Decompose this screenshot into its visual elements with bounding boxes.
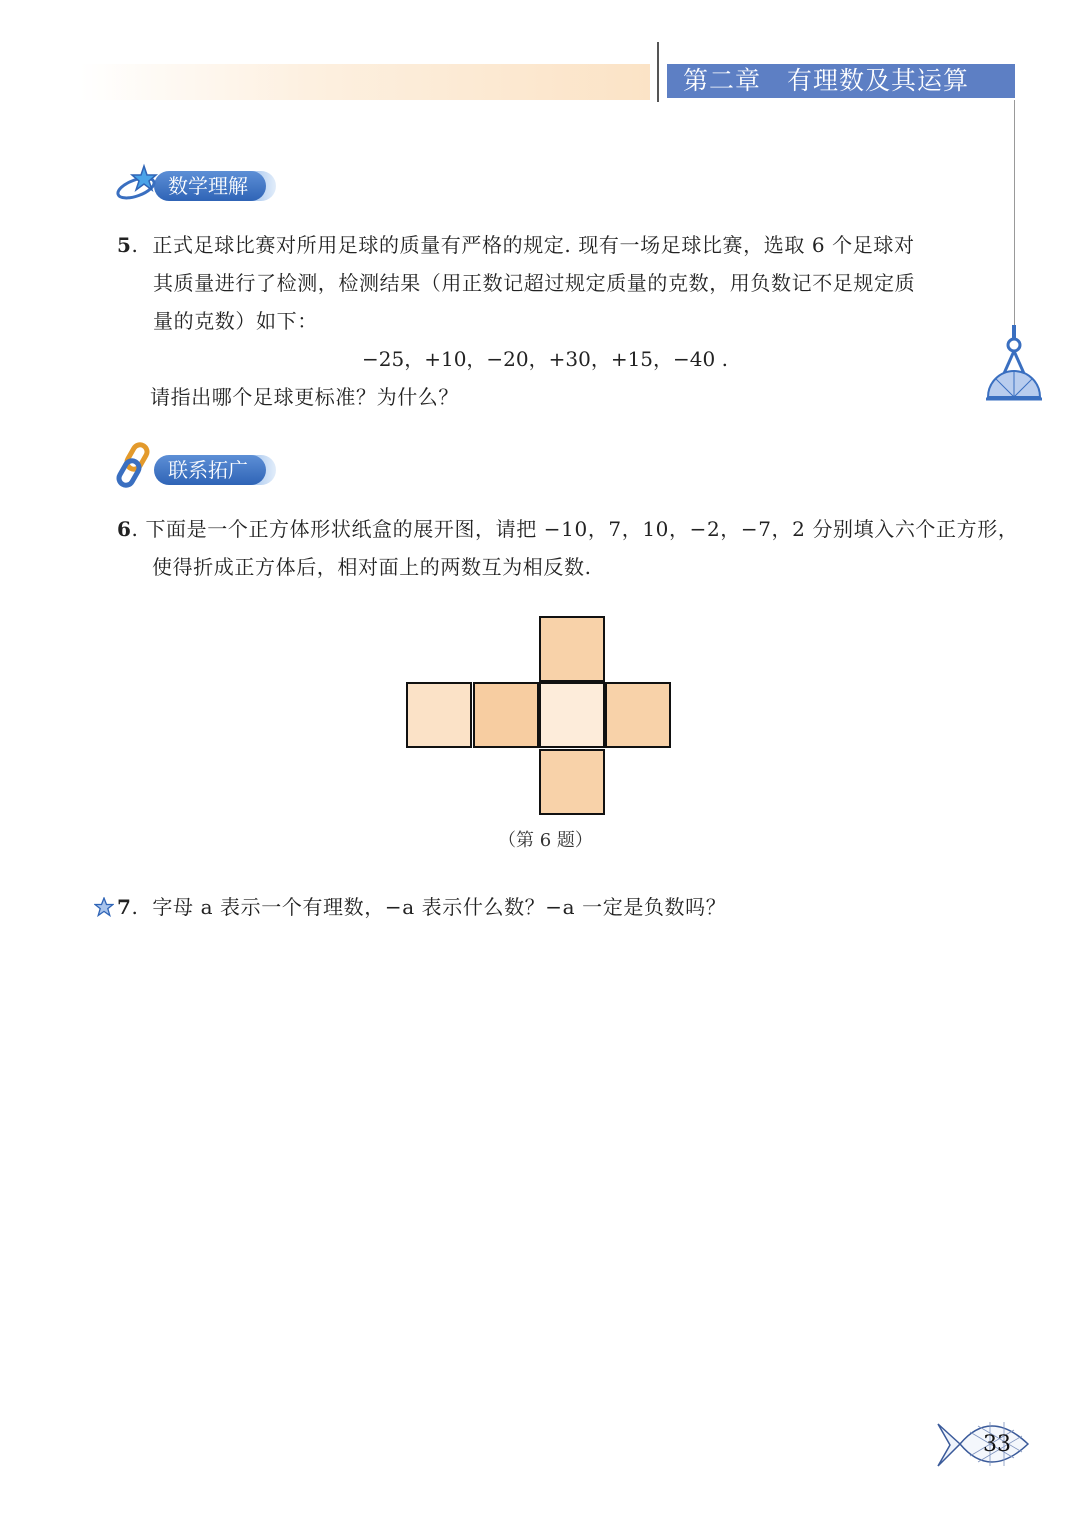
chapter-label: 第二章 bbox=[683, 66, 762, 95]
header-gradient-band bbox=[80, 64, 650, 100]
cube-net-figure bbox=[406, 616, 674, 818]
question-number: 7 bbox=[117, 895, 132, 919]
question-6-line-1: 6. 下面是一个正方体形状纸盒的展开图，请把 −10，7，10，−2，−7，2 分别填入六个正方形， bbox=[117, 517, 1019, 541]
section-badge-extension bbox=[114, 452, 294, 486]
badge-label: 数学理解 bbox=[154, 171, 266, 201]
question-text: 下面是一个正方体形状纸盒的展开图，请把 −10，7，10，−2，−7，2 分别填入六个正方形， bbox=[145, 517, 1019, 541]
question-5-line-2: 其质量进行了检测，检测结果（用正数记超过规定质量的克数，用负数记不足规定质 bbox=[153, 271, 916, 295]
net-square-top bbox=[539, 616, 605, 682]
figure-caption: （第 6 题） bbox=[498, 830, 593, 851]
question-number: 5 bbox=[117, 233, 132, 257]
question-5-ask: 请指出哪个足球更标准？为什么？ bbox=[150, 385, 459, 409]
net-square-bottom bbox=[539, 749, 605, 815]
question-5-line-1: 5. 正式足球比赛对所用足球的质量有严格的规定. 现有一场足球比赛，选取 6 个足球对 bbox=[117, 233, 915, 257]
badge-label: 联系拓广 bbox=[154, 455, 266, 485]
question-7: 7. 字母 a 表示一个有理数，−a 表示什么数？−a 一定是负数吗？ bbox=[117, 895, 727, 919]
page-number-badge bbox=[934, 1414, 1030, 1476]
question-number: 6 bbox=[117, 517, 132, 541]
question-5-line-3: 量的克数）如下： bbox=[153, 309, 318, 333]
chapter-name: 有理数及其运算 bbox=[787, 66, 970, 95]
question-text: 正式足球比赛对所用足球的质量有严格的规定. 现有一场足球比赛，选取 6 个足球对 bbox=[152, 233, 915, 257]
section-badge-understanding bbox=[114, 168, 294, 202]
page-number: 33 bbox=[983, 1432, 1011, 1457]
question-5-values: −25，+10，−20，+30，+15，−40 . bbox=[362, 347, 728, 371]
star-bullet-icon bbox=[94, 897, 114, 917]
chain-link-icon bbox=[114, 442, 162, 490]
chapter-title-bar bbox=[667, 64, 1015, 98]
compass-protractor-icon bbox=[984, 325, 1044, 403]
net-square-left-center bbox=[473, 682, 539, 748]
question-text: 字母 a 表示一个有理数，−a 表示什么数？−a 一定是负数吗？ bbox=[152, 895, 727, 919]
question-6-line-2: 使得折成正方体后，相对面上的两数互为相反数. bbox=[152, 555, 592, 579]
net-square-center bbox=[539, 682, 605, 748]
net-square-left bbox=[406, 682, 472, 748]
star-orbit-icon bbox=[114, 162, 162, 210]
header-divider bbox=[657, 42, 659, 102]
side-rule bbox=[1014, 100, 1015, 325]
net-square-right bbox=[605, 682, 671, 748]
